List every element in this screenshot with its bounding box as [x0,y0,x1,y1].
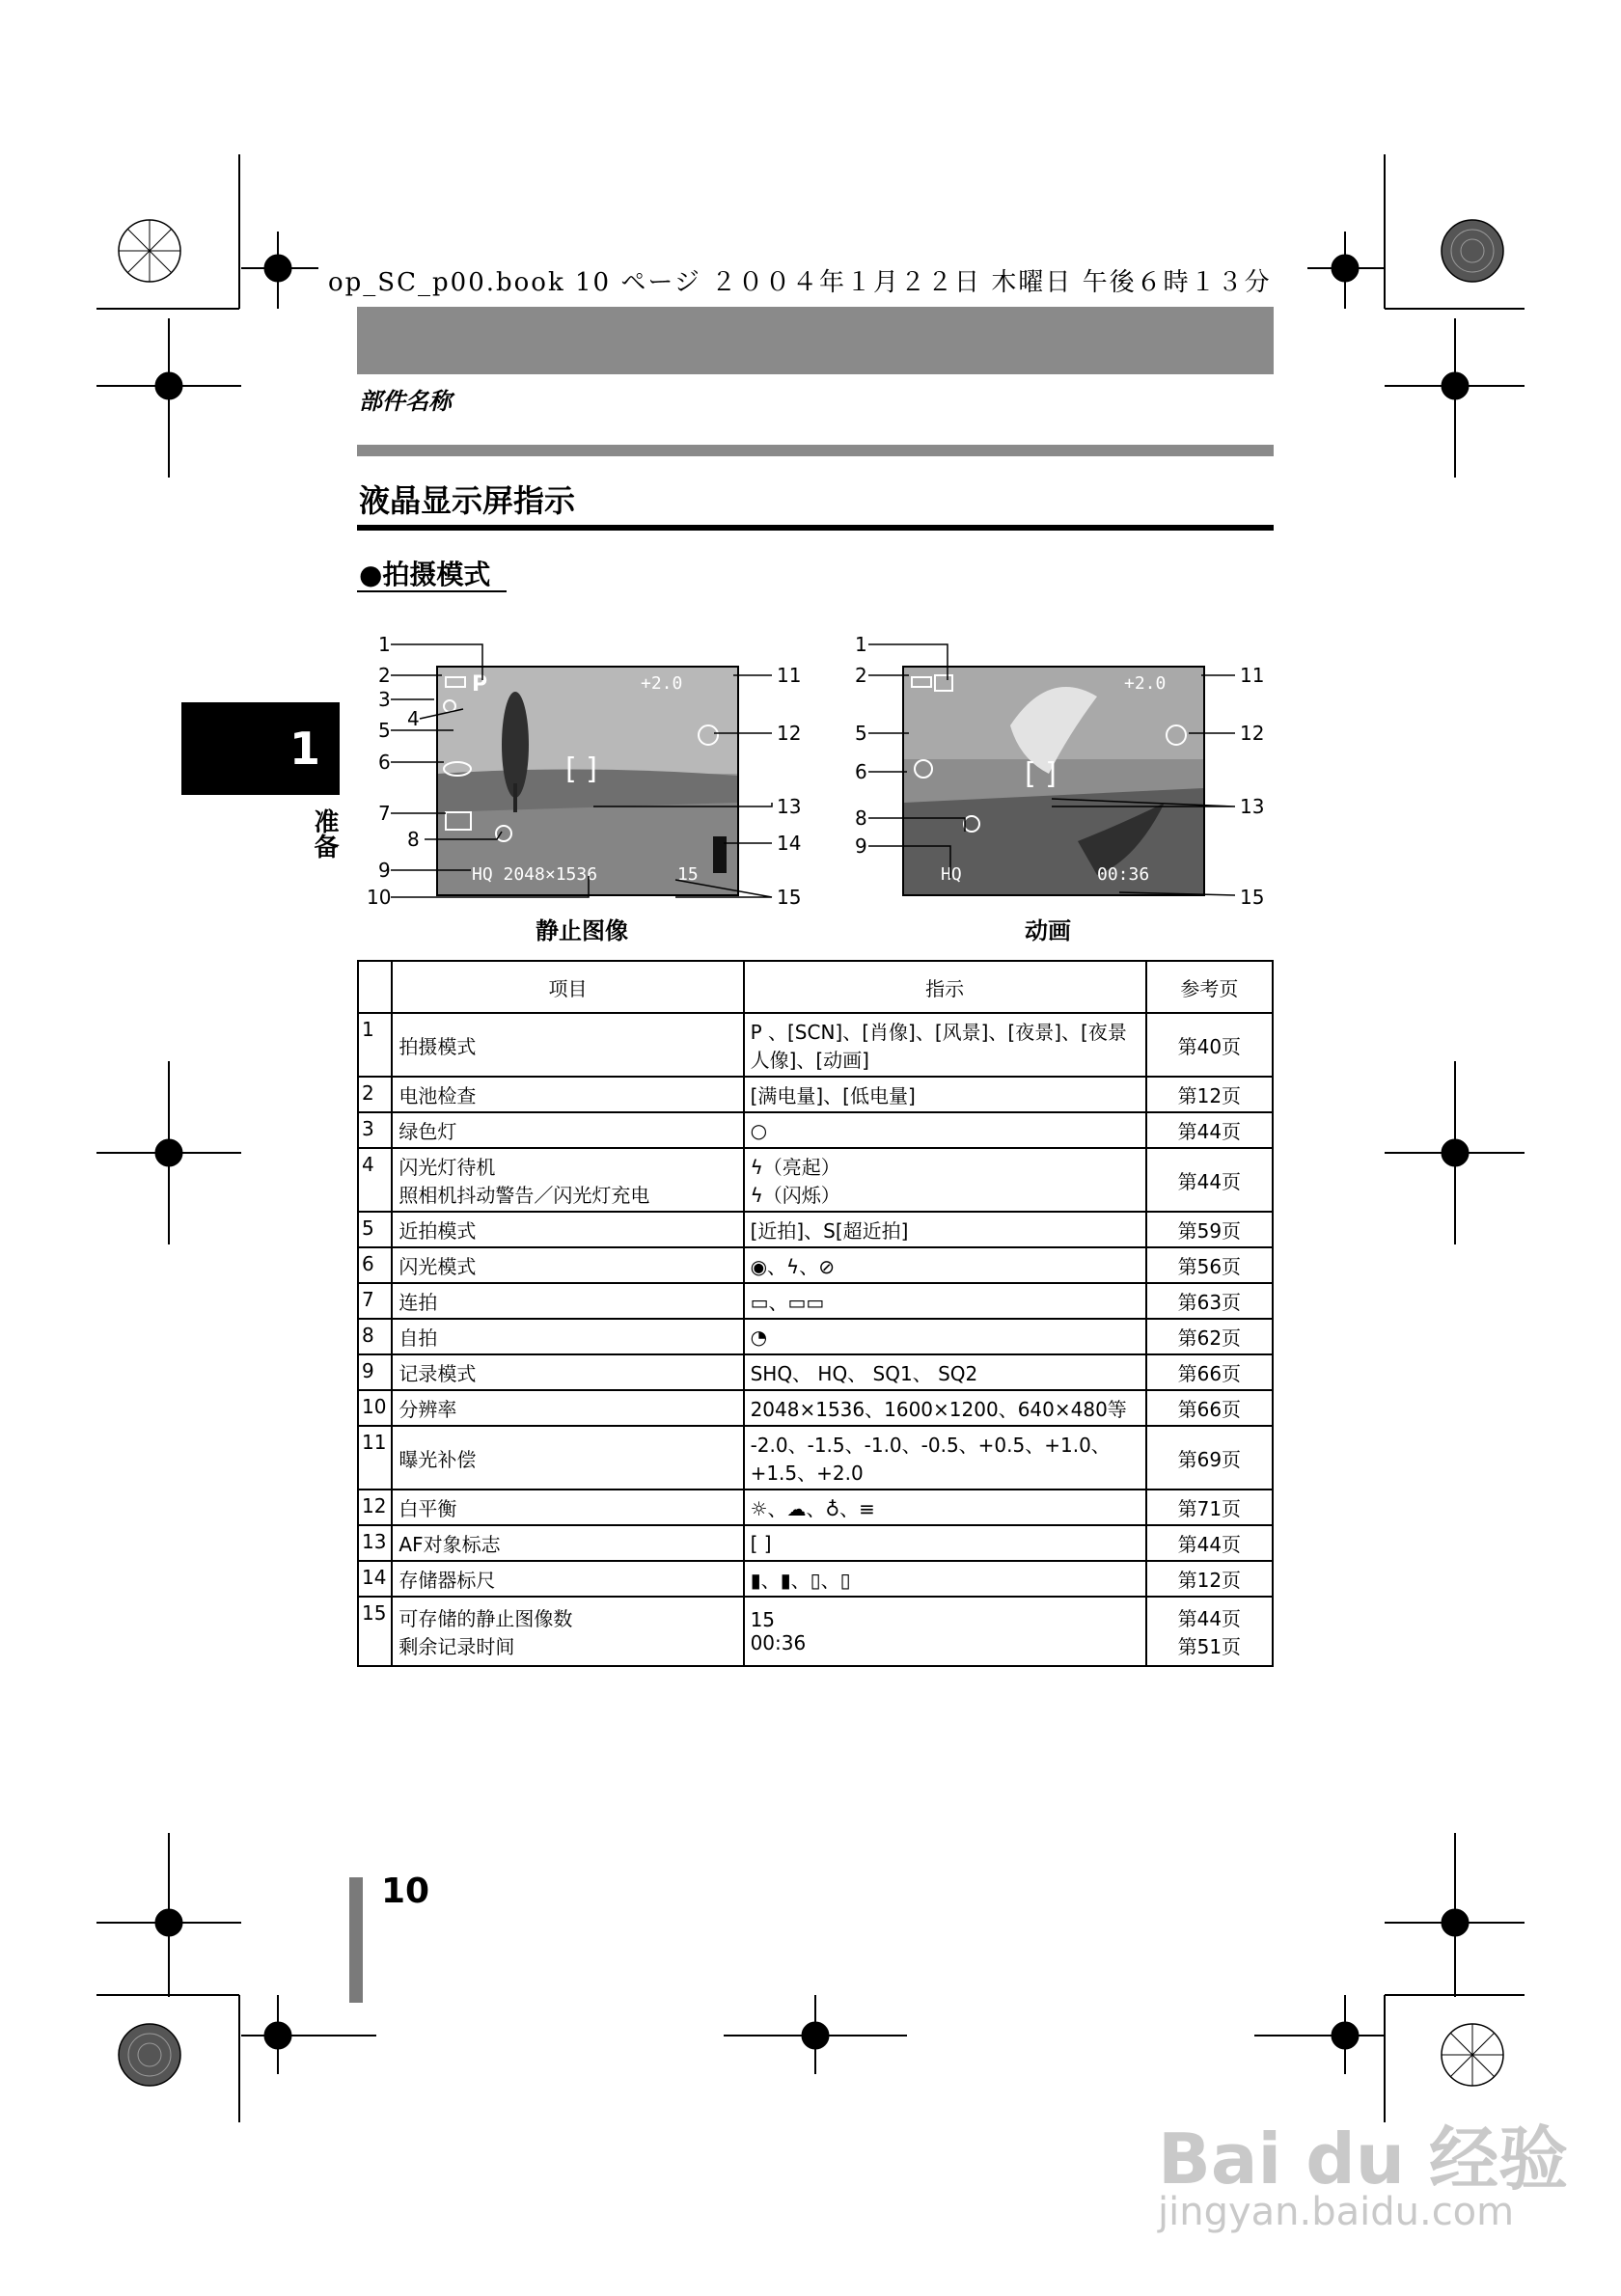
callout-m13: 13 [1240,795,1265,818]
row-indicator-line: +1.5、+2.0 [750,1462,864,1485]
callout-s3: 3 [378,688,391,711]
row-indicator-line: P 、[SCN]、[肖像]、[风景]、[夜景]、[夜景人像]、[动画] [750,1021,1127,1072]
watermark-brand: Bai du 经验 [1158,2118,1569,2200]
row-item-line: 电池检查 [398,1084,477,1107]
row-ref [1146,1354,1273,1390]
row-number [358,1013,392,1077]
row-indicator-line: [ ] [750,1531,772,1555]
header-ref: 参考页 [1146,961,1273,1013]
row-item [392,1597,743,1666]
row-ref [1146,1490,1273,1525]
chapter-label: 准备 [310,808,339,859]
callout-s10: 10 [367,886,392,909]
callout-s13: 13 [777,795,802,818]
callout-s15: 15 [777,886,802,909]
row-indicator [744,1212,1146,1247]
row-number-line: 8 [362,1324,374,1347]
row-ref [1146,1112,1273,1148]
row-item [392,1212,743,1247]
row-number-line: 11 [362,1431,387,1454]
callout-m1: 1 [855,633,867,656]
row-ref [1146,1426,1273,1490]
row-indicator [744,1319,1146,1354]
callout-s9: 9 [378,859,391,882]
table-row [358,1597,1273,1666]
movie-time: 00:36 [1097,864,1150,885]
row-item-line: AF对象标志 [398,1533,501,1556]
table-row [358,1077,1273,1112]
row-number [358,1390,392,1426]
callout-s6: 6 [378,751,391,774]
still-mode-p: P [472,672,488,697]
row-number [358,1525,392,1561]
row-indicator [744,1597,1146,1666]
row-item-line: 拍摄模式 [398,1034,477,1058]
callout-m2: 2 [855,664,867,687]
row-item [392,1148,743,1212]
row-indicator [744,1490,1146,1525]
row-item-line: 可存储的静止图像数 [398,1607,573,1630]
row-number-line: 12 [362,1494,387,1517]
row-indicator-line: [近拍]、S[超近拍] [750,1219,909,1243]
row-ref-line: 第44页 [1177,1120,1242,1143]
row-indicator-line: SHQ、 HQ、 SQ1、 SQ2 [750,1362,978,1385]
row-number-line: 6 [362,1252,374,1275]
row-item-line: 近拍模式 [398,1219,477,1243]
header-item: 项目 [392,961,743,1013]
table-row [358,1112,1273,1148]
row-number [358,1148,392,1212]
row-item [392,1426,743,1490]
table-row [358,1426,1273,1490]
row-ref-line: 第56页 [1177,1255,1242,1278]
row-number [358,1490,392,1525]
callout-m5: 5 [855,722,867,745]
row-ref-line: 第40页 [1177,1034,1242,1058]
table-row [358,1525,1273,1561]
row-item [392,1390,743,1426]
row-number [358,1426,392,1490]
row-number-line: 15 [362,1601,387,1625]
row-indicator [744,1561,1146,1597]
row-indicator-line: ◉、ϟ、⊘ [750,1255,835,1278]
header-no [358,961,392,1013]
row-number [358,1212,392,1247]
row-ref-line: 第12页 [1177,1084,1242,1107]
row-number-line: 13 [362,1530,387,1553]
chapter-tab: 1 [181,702,340,795]
callout-s5: 5 [378,719,391,742]
callout-m11: 11 [1240,664,1265,687]
callout-s2: 2 [378,664,391,687]
callout-m6: 6 [855,760,867,783]
row-item-line: 自拍 [398,1326,438,1350]
row-number-line: 7 [362,1288,374,1311]
callout-s12: 12 [777,722,802,745]
table-row [358,1247,1273,1283]
row-indicator [744,1247,1146,1283]
row-ref [1146,1283,1273,1319]
callout-m15: 15 [1240,886,1265,909]
row-item-line: 剩余记录时间 [398,1635,515,1658]
af-target: [ ] [565,752,597,786]
row-number [358,1597,392,1666]
row-number [358,1283,392,1319]
movie-record: HQ [941,864,962,885]
row-ref-line: 第63页 [1177,1291,1242,1314]
row-indicator-line: ○ [750,1118,768,1142]
page-number: 10 [381,1872,430,1911]
row-item-line: 照相机抖动警告／闪光灯充电 [398,1184,650,1207]
row-indicator [744,1283,1146,1319]
row-ref-line: 第44页 [1177,1169,1242,1193]
row-item-line: 记录模式 [398,1362,477,1385]
book-file-line: op_SC_p00.book 10 ページ ２００４年１月２２日 木曜日 午後６時１３分 [328,268,1272,297]
table-row [358,1013,1273,1077]
row-item [392,1077,743,1112]
table-row [358,1354,1273,1390]
watermark-url: jingyan.baidu.com [1158,2190,1515,2234]
row-ref-line: 第66页 [1177,1362,1242,1385]
row-item [392,1013,743,1077]
movie-exposure: +2.0 [1124,673,1167,694]
table-row [358,1390,1273,1426]
row-item [392,1319,743,1354]
row-ref-line: 第71页 [1177,1497,1242,1520]
callout-m8: 8 [855,806,867,830]
table-row [358,1490,1273,1525]
row-ref-line: 第12页 [1177,1569,1242,1592]
row-number-line: 4 [362,1153,374,1176]
row-item-line: 分辨率 [398,1398,457,1421]
row-indicator-line: ▮、▮、▯、▯ [750,1569,851,1592]
row-indicator [744,1426,1146,1490]
row-indicator-line: ϟ（亮起） [750,1156,840,1179]
row-ref-line: 第62页 [1177,1326,1242,1350]
row-ref [1146,1561,1273,1597]
callout-lines [0,0,1621,965]
row-indicator-line: 15 [750,1608,776,1631]
still-count: 15 [677,864,699,885]
row-number [358,1112,392,1148]
still-caption: 静止图像 [536,917,628,944]
row-number-line: 5 [362,1216,374,1240]
still-exposure: +2.0 [641,673,683,694]
row-item [392,1490,743,1525]
row-indicator-line: ϟ（闪烁） [750,1184,840,1207]
section-label: 部件名称 [359,388,452,415]
movie-af-target: [ ] [1025,757,1057,791]
table-row [358,1283,1273,1319]
row-item [392,1525,743,1561]
row-ref-line: 第69页 [1177,1447,1242,1471]
row-ref [1146,1319,1273,1354]
row-item [392,1354,743,1390]
row-item-line: 绿色灯 [398,1120,457,1143]
row-ref [1146,1212,1273,1247]
row-indicator-line: 2048×1536、1600×1200、640×480等 [750,1398,1127,1421]
movie-caption: 动画 [1025,917,1071,944]
row-item-line: 存储器标尺 [398,1569,496,1592]
row-number [358,1354,392,1390]
row-number [358,1077,392,1112]
row-ref-line: 第59页 [1177,1219,1242,1243]
row-item [392,1112,743,1148]
callout-m12: 12 [1240,722,1265,745]
row-number [358,1247,392,1283]
row-indicator [744,1148,1146,1212]
table-row [358,1561,1273,1597]
row-ref [1146,1525,1273,1561]
row-number [358,1561,392,1597]
page-title: 液晶显示屏指示 [359,482,576,519]
row-ref [1146,1013,1273,1077]
row-ref-line: 第44页 [1177,1607,1242,1630]
callout-s8: 8 [407,828,420,851]
row-ref-line: 第66页 [1177,1398,1242,1421]
row-indicator [744,1354,1146,1390]
row-ref [1146,1077,1273,1112]
row-indicator [744,1013,1146,1077]
row-number-line: 2 [362,1081,374,1105]
row-indicator-line: -2.0、-1.5、-1.0、-0.5、+0.5、+1.0、 [750,1434,1111,1457]
callout-s7: 7 [378,802,391,825]
callout-s4: 4 [407,707,420,730]
row-item-line: 曝光补偿 [398,1447,477,1471]
row-number-line: 1 [362,1018,374,1041]
header-indicator: 指示 [744,961,1146,1013]
indicator-table [357,960,1274,1667]
table-row [358,1212,1273,1247]
callout-s11: 11 [777,664,802,687]
row-item-line: 闪光灯待机 [398,1156,496,1179]
row-indicator-line: ◔ [750,1325,768,1349]
row-item-line: 连拍 [398,1291,438,1314]
table-header-row [358,961,1273,1013]
row-number-line: 14 [362,1566,387,1589]
row-item-line: 闪光模式 [398,1255,477,1278]
row-indicator-line: 00:36 [750,1631,807,1654]
row-item [392,1561,743,1597]
row-indicator [744,1077,1146,1112]
row-indicator [744,1390,1146,1426]
callout-s1: 1 [378,633,391,656]
row-number-line: 10 [362,1395,387,1418]
row-indicator-line: [满电量]、[低电量] [750,1084,916,1107]
row-indicator-line: ☼、☁、♁、≡ [750,1497,875,1520]
row-ref [1146,1148,1273,1212]
row-ref-line: 第44页 [1177,1533,1242,1556]
still-record: HQ 2048×1536 [472,864,598,885]
row-ref [1146,1597,1273,1666]
row-item-line: 白平衡 [398,1497,457,1520]
row-indicator [744,1525,1146,1561]
row-number [358,1319,392,1354]
row-item [392,1283,743,1319]
row-indicator [744,1112,1146,1148]
row-number-line: 3 [362,1117,374,1140]
callout-m9: 9 [855,834,867,858]
row-ref-line: 第51页 [1177,1635,1242,1658]
page-number-bar [349,1877,363,2003]
row-ref [1146,1247,1273,1283]
table-row [358,1319,1273,1354]
row-number-line: 9 [362,1359,374,1382]
table-row [358,1148,1273,1212]
subsection-title: ●拍摄模式 [359,559,491,590]
callout-s14: 14 [777,832,802,855]
row-item [392,1247,743,1283]
row-ref [1146,1390,1273,1426]
row-indicator-line: ▭、▭▭ [750,1291,825,1314]
